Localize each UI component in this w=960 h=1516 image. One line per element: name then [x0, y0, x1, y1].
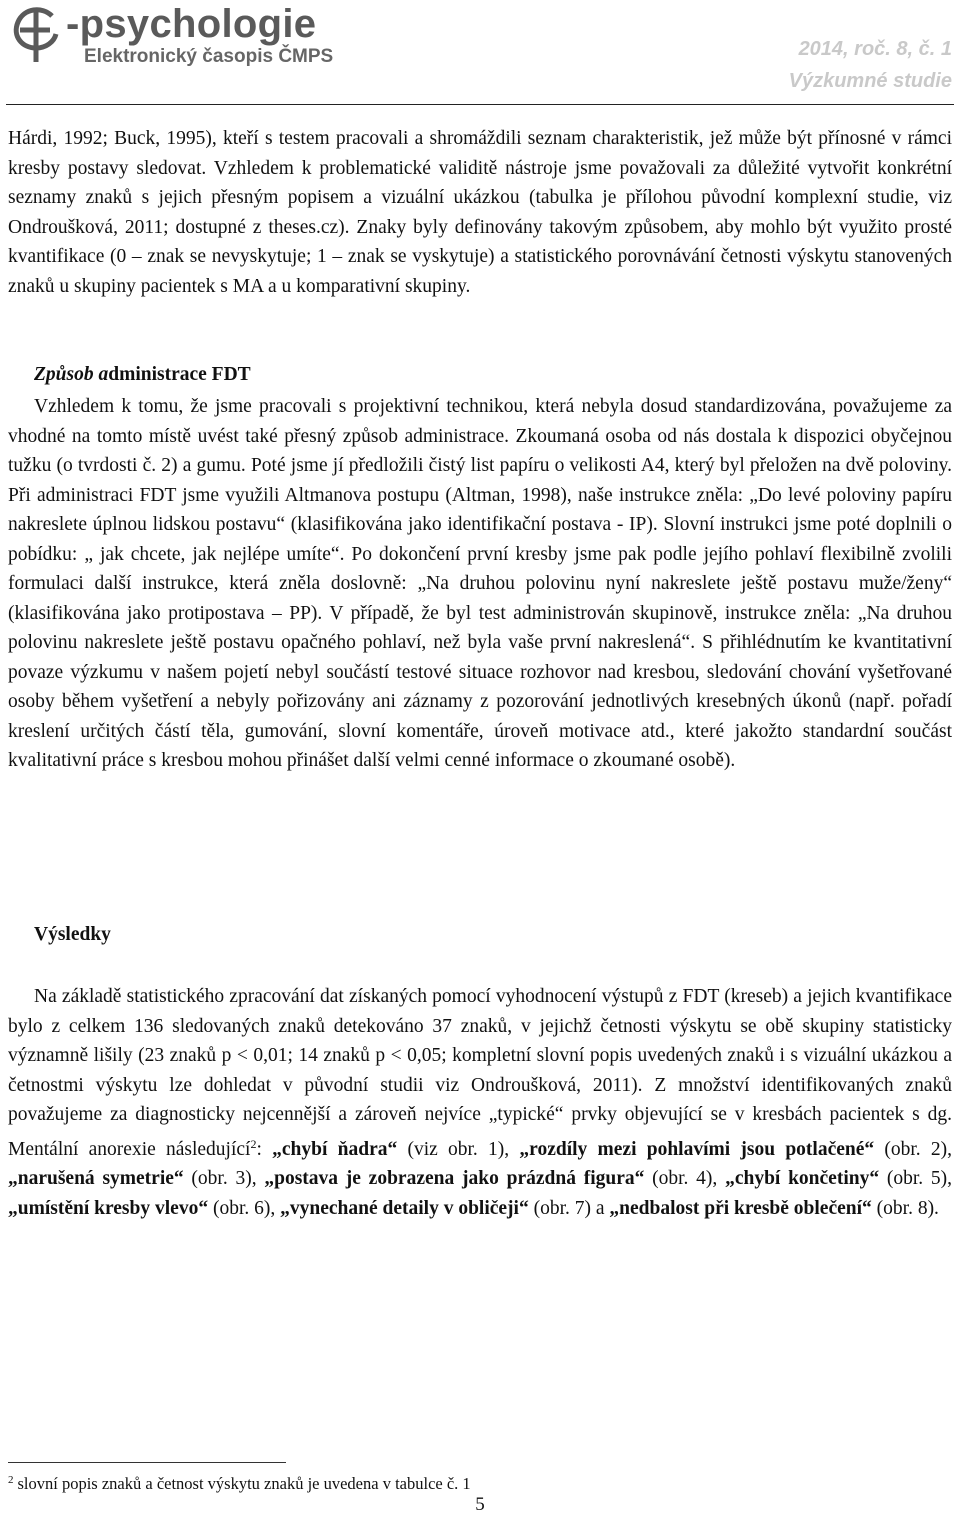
footnote-reference[interactable]: 2	[250, 1136, 257, 1151]
psi-logo-icon	[6, 2, 70, 66]
section-label: Výzkumné studie	[788, 70, 952, 92]
heading-results: Výsledky	[34, 924, 111, 945]
footnote-number: 2	[8, 1474, 14, 1486]
paragraph-intro: Hárdi, 1992; Buck, 1995), kteří s testem pracovali a shromáždili seznam charakteristik, jež může být přínosné v rámci kresby postavy sledovat. Vzhledem k problematické validitě nástroje jsme považovali za důležité vytvořit konkrétní seznamy znaků s jejich přesným popisem a vizuální ukázkou (tabulka je přílohou původní komplexní studie, viz Ondroušková, 2011; dostupné z theses.cz). Znaky byly definovány takovým způsobem, aby mohlo být využito prosté kvantifikace (0 – znak se nevyskytuje; 1 – znak se vyskytuje) a statistického porovnávání četnosti výskytu stanovených znaků u skupiny pacientek s MA a u komparativní skupiny.	[8, 128, 952, 297]
sign-item: „nedbalost při kresbě oblečení“	[609, 1197, 872, 1219]
heading-italic-part: Způsob a	[34, 364, 109, 385]
footnote-divider	[8, 1462, 286, 1463]
logo-subtitle: Elektronický časopis ČMPS	[84, 46, 334, 67]
sign-item: „postava je zobrazena jako prázdná figura“	[264, 1168, 645, 1189]
paragraph-administration: Vzhledem k tomu, že jsme pracovali s projektivní technikou, která nebyla dosud standardizována, považujeme za vhodné na tomto místě uvést také přesný způsob administrace. Zkoumaná osoba od nás dostala k dispozici obyčejnou tužku (o tvrdosti č. 2) a gumu. Poté jsme jí předložili čistý list papíru o velikosti A4, který byl přeložen na dvě poloviny. Při administraci FDT jsme využili Altmanova postupu (Altman, 1998), naše instrukce zněla: „Do levé poloviny papíru nakreslete úplnou lidskou postavu“ (klasifikována jako identifikační postava - IP). Slovní instrukci jsme poté doplnili o pobídku: „ jak chcete, jak nejlépe umíte“. Po dokončení první kresby jsme pak podle jejího pohlaví flexibilně zvolili formulaci další instrukce, která zněla doslovně: „Na druhou polovinu nyní nakreslete ještě postavu muže/ženy“ (klasifikována jako protipostava – PP). V případě, že byl test administrován skupinově, instrukce zněla: „Na druhou polovinu nakreslete ještě postavu opačného pohlaví, než byla vaše první nakreslená“. S přihlédnutím ke kvantitativní povaze výzkumu v našem pojetí nebyl součástí testové situace rozhovor nad kresbou, sledování chování vyšetřované osoby během vyšetření a nebyly pořizovány ani záznamy z pozorování jednotlivých kresebných úkonů (např. pořadí kreslení určitých částí těla, gumování, slovní komentáře, úroveň motivace atd., které jakožto standardní součást kvalitativní práce s kresbou mohou přinášet další velmi cenné informace o zkoumané osobě).	[8, 396, 952, 771]
page-number: 5	[475, 1494, 485, 1515]
paragraph-results: Na základě statistického zpracování dat získaných pomocí vyhodnocení výstupů z FDT (kreseb) a jejich kvantifikace bylo z celkem 136 sledovaných znaků detekováno 37 znaků, v jejichž četnosti výskytu se obě skupiny statisticky významně lišily (23 znaků p < 0,01; 14 znaků p < 0,05; kompletní slovní popis uvedených znaků i s vizuální ukázkou a četnostmi výskytu lze dohledat v původní studii viz Ondroušková, 2011). Z množství identifikovaných znaků považujeme za diagnosticky nejcennější a zároveň nejvíce „typické“ prvky objevující se v kresbách pacientek s dg. Mentální anorexie následující$^2$: „chybí ňadra“ (viz obr. 1), „rozdíly mezi pohlavími jsou potlačené“ (obr. 2), „narušená symetrie“ (obr. 3), „postava je zobrazena jako prázdná figura“ (obr. 4), „chybí končetiny“ (obr. 5), „umístění kresby vlevo“ (obr. 6), „vynechané detaily v obličeji“ (obr. 7) a „nedbalost při kresbě oblečení“ (obr. 8).	[8, 986, 953, 1219]
journal-logo	[6, 2, 366, 72]
heading-administration	[34, 364, 251, 386]
sign-item: „vynechané detaily v obličeji“	[280, 1197, 529, 1219]
sign-item: „umístění kresby vlevo“	[8, 1197, 209, 1219]
issue-label: 2014, roč. 8, č. 1	[798, 38, 952, 60]
logo-title: -psychologie	[66, 2, 317, 46]
page-header	[0, 0, 960, 108]
sign-item: „narušená symetrie“	[8, 1168, 184, 1189]
footnote	[8, 1470, 471, 1494]
sign-item: „chybí končetiny“	[725, 1168, 880, 1189]
sign-item: „rozdíly mezi pohlavími jsou potlačené“	[519, 1138, 875, 1160]
footnote-text: slovní popis znaků a četnost výskytu znaků je uvedena v tabulce č. 1	[17, 1474, 471, 1493]
sign-item: „chybí ňadra“	[272, 1138, 398, 1160]
heading-rest: dministrace FDT	[108, 364, 251, 385]
header-divider	[6, 104, 954, 105]
